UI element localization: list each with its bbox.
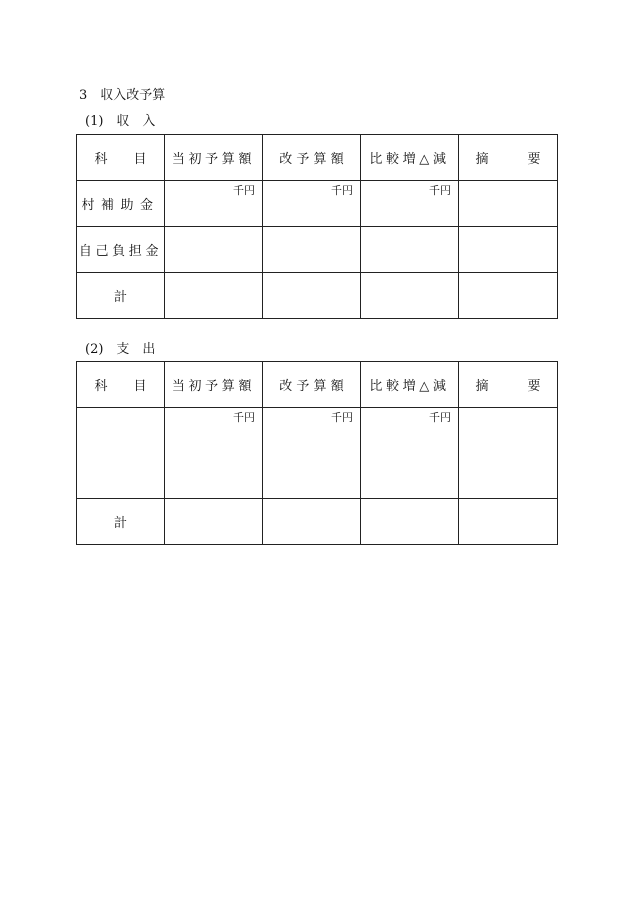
- amount-cell: [263, 181, 361, 227]
- header-remarks: 摘 要: [459, 135, 558, 181]
- amount-cell: [263, 499, 361, 545]
- remarks-cell: [459, 273, 558, 319]
- expense-title: (2) 支 出: [85, 342, 156, 357]
- header-initial-budget: 当初予算額: [165, 362, 263, 408]
- income-header-row: [77, 135, 558, 181]
- expense-header-row: [77, 362, 558, 408]
- table-row: [77, 227, 558, 273]
- row-label: 計: [77, 273, 165, 319]
- unit-label: 千円: [233, 411, 255, 424]
- amount-cell: [361, 408, 459, 499]
- amount-cell: [361, 273, 459, 319]
- remarks-cell: [459, 227, 558, 273]
- amount-cell: [165, 408, 263, 499]
- remarks-cell: [459, 408, 558, 499]
- header-comparison: 比較増△減: [361, 362, 459, 408]
- amount-cell: [263, 227, 361, 273]
- expense-table: [76, 361, 558, 545]
- amount-cell: [361, 181, 459, 227]
- unit-label: 千円: [331, 411, 353, 424]
- header-revised-budget: 改 予 算 額: [263, 362, 361, 408]
- table-row: [77, 408, 558, 499]
- income-table: [76, 134, 558, 319]
- amount-cell: [165, 181, 263, 227]
- remarks-cell: [459, 499, 558, 545]
- table-row: [77, 181, 558, 227]
- header-subject: 科 目: [77, 362, 165, 408]
- amount-cell: [165, 273, 263, 319]
- row-label: 村補助金: [77, 181, 165, 227]
- header-revised-budget: 改 予 算 額: [263, 135, 361, 181]
- header-subject: 科 目: [77, 135, 165, 181]
- amount-cell: [361, 499, 459, 545]
- amount-cell: [361, 227, 459, 273]
- row-label: 自己負担金: [77, 227, 165, 273]
- header-comparison: 比較増△減: [361, 135, 459, 181]
- section-title: 3 収入改予算: [79, 88, 166, 103]
- total-row: [77, 273, 558, 319]
- unit-label: 千円: [331, 184, 353, 197]
- row-label: [77, 408, 165, 499]
- amount-cell: [165, 499, 263, 545]
- row-label: 計: [77, 499, 165, 545]
- header-initial-budget: 当初予算額: [165, 135, 263, 181]
- unit-label: 千円: [429, 411, 451, 424]
- unit-label: 千円: [233, 184, 255, 197]
- amount-cell: [263, 408, 361, 499]
- amount-cell: [165, 227, 263, 273]
- income-title: (1) 収 入: [85, 114, 156, 129]
- total-row: [77, 499, 558, 545]
- amount-cell: [263, 273, 361, 319]
- header-remarks: 摘 要: [459, 362, 558, 408]
- remarks-cell: [459, 181, 558, 227]
- unit-label: 千円: [429, 184, 451, 197]
